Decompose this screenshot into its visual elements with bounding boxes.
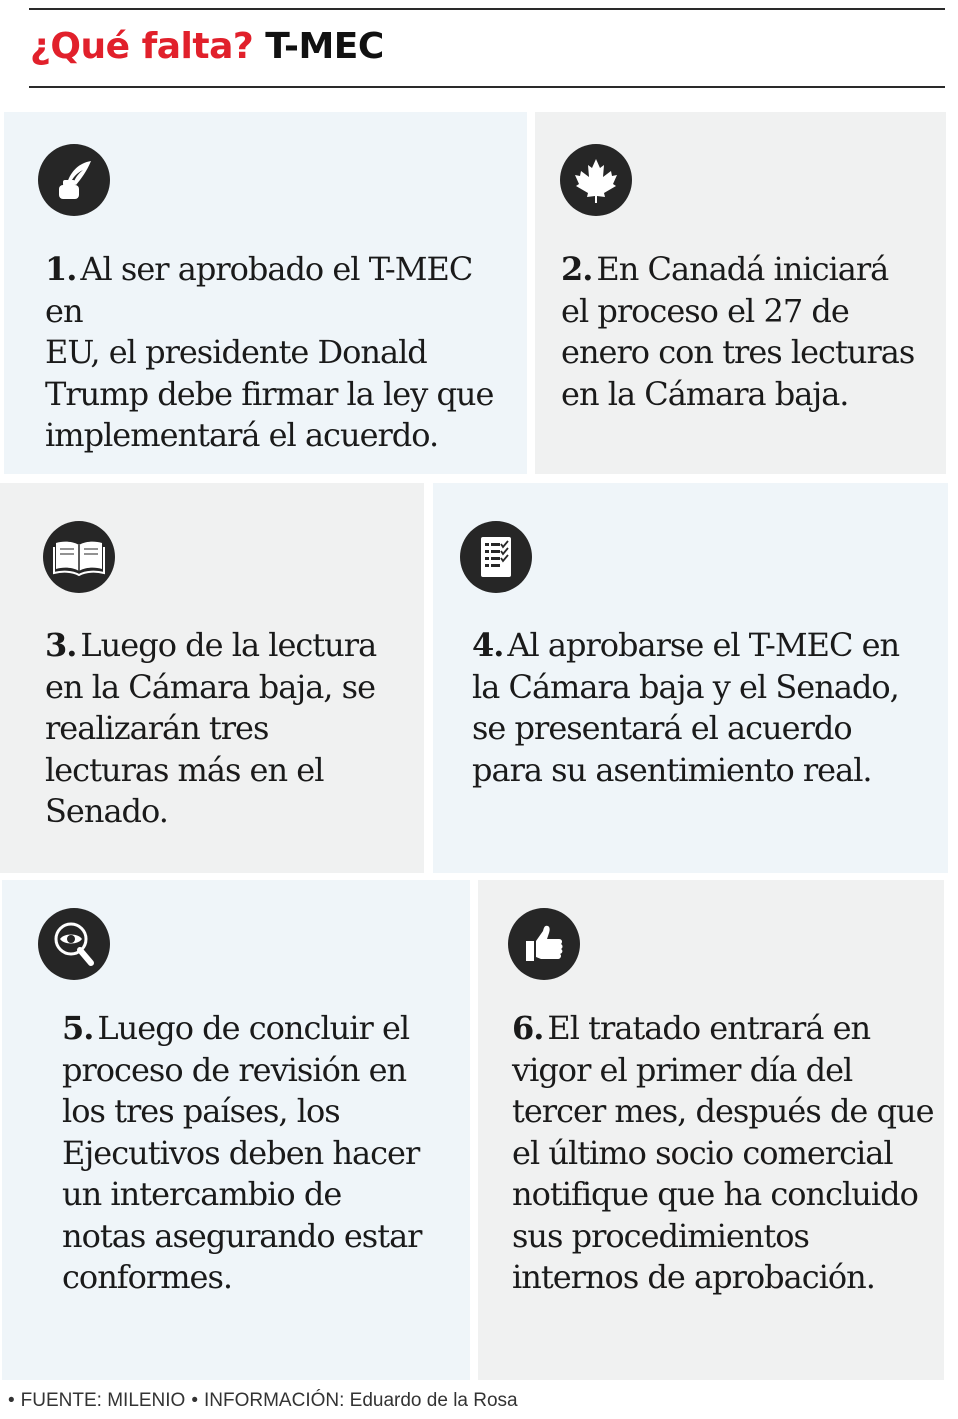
step-line: Trump debe firmar la ley que — [45, 374, 494, 413]
step-line: proceso de revisión en — [62, 1050, 407, 1089]
title-topic: T-MEC — [265, 26, 384, 67]
step-line: sus procedimientos — [512, 1216, 809, 1255]
step-line: 5. Luego de concluir el — [62, 1009, 410, 1047]
bullet: • — [8, 1390, 15, 1411]
step-number: 4. — [472, 626, 504, 664]
step-text-3 — [45, 625, 415, 833]
step-number: 2. — [561, 250, 593, 288]
step-line: se presentará el acuerdo — [472, 709, 852, 747]
step-card-2 — [535, 112, 946, 474]
step-line: notifique que ha concluido — [512, 1175, 918, 1213]
step-line: 3. Luego de la lectura — [45, 626, 377, 664]
step-line: en la Cámara baja. — [561, 374, 849, 413]
step-line: el proceso el 27 de — [561, 291, 849, 330]
step-number: 3. — [45, 626, 77, 664]
bullet: • — [191, 1390, 198, 1411]
step-text-4 — [472, 625, 942, 791]
step-line: realizarán tres — [45, 709, 269, 747]
step-card-3 — [0, 483, 424, 873]
step-line: vigor el primer día del — [512, 1050, 853, 1089]
step-line: el último socio comercial — [512, 1133, 893, 1172]
step-line: 1. Al ser aprobado el T-MEC en — [45, 250, 473, 330]
step-line: en la Cámara baja, se — [45, 667, 375, 706]
step-card-5 — [2, 880, 470, 1380]
thumbs-up-icon — [508, 908, 580, 980]
page-title — [30, 26, 384, 76]
source-label: FUENTE: MILENIO — [20, 1390, 186, 1411]
open-book-icon — [43, 521, 115, 593]
source-credit — [8, 1390, 518, 1412]
top-rule — [29, 8, 945, 10]
step-line: 6. El tratado entrará en — [512, 1009, 871, 1047]
maple-leaf-icon — [560, 144, 632, 216]
step-line: la Cámara baja y el Senado, — [472, 667, 899, 706]
step-number: 5. — [62, 1009, 94, 1047]
step-line: lecturas más en el — [45, 750, 324, 789]
step-line: un intercambio de — [62, 1175, 342, 1213]
step-line: Ejecutivos deben hacer — [62, 1133, 420, 1172]
step-card-1 — [4, 112, 527, 474]
step-text-1 — [45, 249, 515, 457]
step-line: para su asentimiento real. — [472, 750, 872, 789]
magnifier-eye-icon — [38, 908, 110, 980]
step-line: EU, el presidente Donald — [45, 333, 427, 371]
step-line: implementará el acuerdo. — [45, 416, 439, 454]
step-line: 4. Al aprobarse el T-MEC en — [472, 626, 900, 664]
quill-inkwell-icon — [38, 144, 110, 216]
checklist-icon — [460, 521, 532, 593]
step-line: conformes. — [62, 1258, 233, 1296]
step-line: notas asegurando estar — [62, 1216, 422, 1255]
step-number: 1. — [45, 250, 77, 288]
step-line: internos de aprobación. — [512, 1258, 875, 1296]
step-text-6 — [512, 1008, 942, 1299]
step-line: Senado. — [45, 792, 168, 830]
step-line: enero con tres lecturas — [561, 333, 915, 371]
step-line: tercer mes, después de que — [512, 1092, 934, 1130]
step-line: 2. En Canadá iniciará — [561, 250, 889, 288]
step-card-4 — [433, 483, 948, 873]
step-card-6 — [478, 880, 944, 1380]
info-label: INFORMACIÓN: Eduardo de la Rosa — [204, 1390, 518, 1411]
step-text-5 — [62, 1008, 462, 1299]
step-text-2 — [561, 249, 941, 415]
title-question: ¿Qué falta? — [30, 26, 254, 67]
step-number: 6. — [512, 1009, 544, 1047]
step-line: los tres países, los — [62, 1092, 340, 1130]
header-rule — [29, 86, 945, 88]
